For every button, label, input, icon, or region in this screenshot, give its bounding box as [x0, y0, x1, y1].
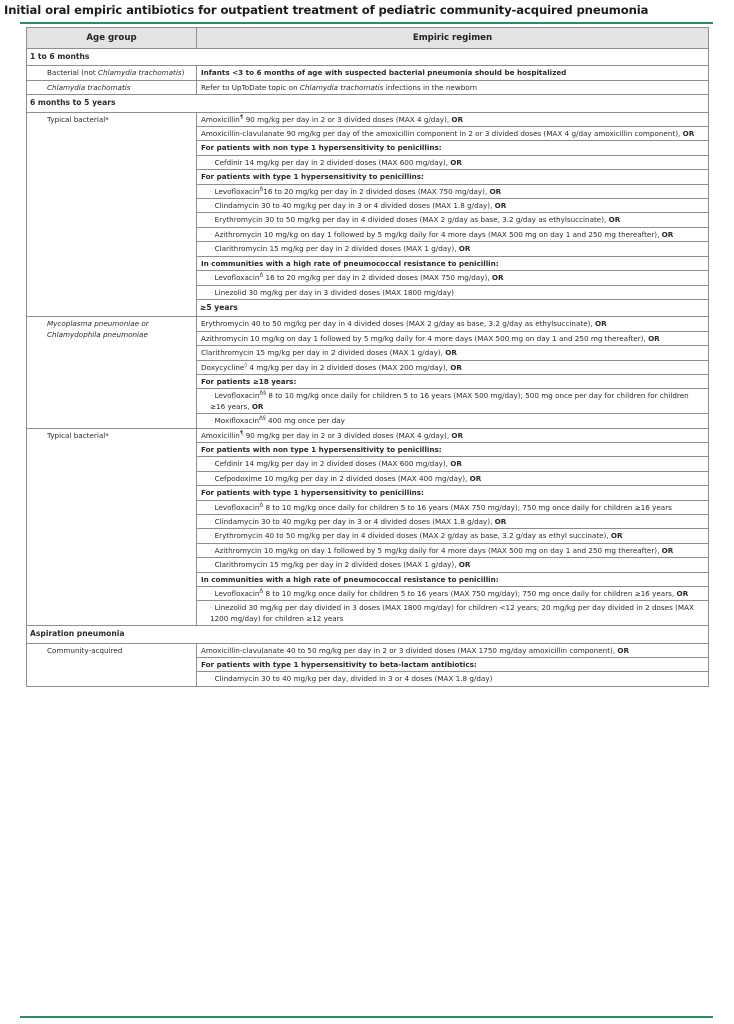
regimen-cell: · Levofloxacin$^\Delta$ 16 to 20 mg/kg per day in 2 divided doses (MAX 750 mg/day), OR	[197, 271, 709, 285]
regimen-cell: · Clindamycin 30 to 40 mg/kg per day in 3 or 4 divided doses (MAX 1.8 g/day), OR	[197, 199, 709, 213]
subheading-cell: For patients ≥18 years:	[197, 374, 709, 388]
age-cell: Typical bacterial*	[27, 428, 197, 626]
regimen-cell: Infants <3 to 6 months of age with suspected bacterial pneumonia should be hospitalized	[197, 66, 709, 80]
regimen-cell: · Cefpodoxime 10 mg/kg per day in 2 divided doses (MAX 400 mg/day), OR	[197, 471, 709, 485]
table-row	[27, 66, 709, 80]
group-6-months-to-5-years: 6 months to 5 years	[27, 95, 709, 112]
regimen-cell: · Azithromycin 10 mg/kg on day 1 followed by 5 mg/kg daily for 4 more days (MAX 500 mg on day 1 and 250 mg thereafter), OR	[197, 543, 709, 557]
group-row	[27, 95, 709, 112]
regimen-cell: Azithromycin 10 mg/kg on day 1 followed by 5 mg/kg daily for 4 more days (MAX 500 mg on day 1 and 250 mg thereafter), OR	[197, 331, 709, 345]
regimen-cell: Clarithromycin 15 mg/kg per day in 2 divided doses (MAX 1 g/day), OR	[197, 346, 709, 360]
regimen-cell: · Linezolid 30 mg/kg per day divided in 3 doses (MAX 1800 mg/day) for children <12 years; 20 mg/kg per day divided in 2 doses (MAX 1200 mg/day) for children ≥12 years	[197, 601, 709, 626]
regimen-header: Empiric regimen	[197, 28, 709, 49]
antibiotics-table	[26, 27, 709, 687]
regimen-cell: · Clarithromycin 15 mg/kg per day in 2 divided doses (MAX 1 g/day), OR	[197, 242, 709, 256]
regimen-cell: Doxycycline◊ 4 mg/kg per day in 2 divided doses (MAX 200 mg/day), OR	[197, 360, 709, 374]
subheading-cell: For patients with non type 1 hypersensitivity to penicillins:	[197, 442, 709, 456]
age-cell: Community-acquired	[27, 643, 197, 686]
bottom-rule	[20, 1016, 713, 1018]
regimen-cell: · Levofloxacin$^\Delta$ 8 to 10 mg/kg once daily for children 5 to 16 years (MAX 750 mg/day); 750 mg once daily for children ≥16 years, OR	[197, 587, 709, 601]
regimen-cell: Refer to UpToDate topic on Chlamydia trachomatis infections in the newborn	[197, 80, 709, 94]
age-cell: Bacterial (not Chlamydia trachomatis)	[27, 66, 197, 80]
regimen-cell: · Erythromycin 40 to 50 mg/kg per day in 4 divided doses (MAX 2 g/day as base, 3.2 g/day as ethyl succinate), OR	[197, 529, 709, 543]
subheading-cell: In communities with a high rate of pneumococcal resistance to penicillin:	[197, 256, 709, 270]
regimen-cell: Amoxicillin¶ 90 mg/kg per day in 2 or 3 divided doses (MAX 4 g/day), OR	[197, 112, 709, 126]
table-row	[27, 112, 709, 126]
regimen-cell: · Levofloxacin$^\Delta$16 to 20 mg/kg per day in 2 divided doses (MAX 750 mg/day), OR	[197, 184, 709, 198]
subheading-cell: For patients with type 1 hypersensitivity to penicillins:	[197, 486, 709, 500]
regimen-cell: · Clindamycin 30 to 40 mg/kg per day, divided in 3 or 4 doses (MAX 1.8 g/day)	[197, 672, 709, 686]
group-1-to-6-months: 1 to 6 months	[27, 49, 709, 66]
regimen-cell: · Clarithromycin 15 mg/kg per day in 2 divided doses (MAX 1 g/day), OR	[197, 558, 709, 572]
age-cell: Mycoplasma pneumoniae or Chlamydophila pneumoniae	[27, 317, 197, 428]
regimen-cell: · Erythromycin 30 to 50 mg/kg per day in 4 divided doses (MAX 2 g/day as base, 3.2 g/day as ethylsuccinate), OR	[197, 213, 709, 227]
page-title: Initial oral empiric antibiotics for outpatient treatment of pediatric community-acquired pneumonia	[4, 3, 649, 17]
age-cell: Typical bacterial*	[27, 112, 197, 317]
regimen-cell: · Levofloxacin$^\Delta$ 8 to 10 mg/kg once daily for children 5 to 16 years (MAX 750 mg/day); 750 mg once daily for children ≥16 years	[197, 500, 709, 514]
subheading-cell: For patients with non type 1 hypersensitivity to penicillins:	[197, 141, 709, 155]
table-row	[27, 80, 709, 94]
regimen-cell: Amoxicillin¶ 90 mg/kg per day in 2 or 3 divided doses (MAX 4 g/day), OR	[197, 428, 709, 442]
subheading-cell: In communities with a high rate of pneumococcal resistance to penicillin:	[197, 572, 709, 586]
regimen-cell: · Azithromycin 10 mg/kg on day 1 followed by 5 mg/kg daily for 4 more days (MAX 500 mg on day 1 and 250 mg thereafter), OR	[197, 227, 709, 241]
group-row	[27, 49, 709, 66]
regimen-cell: · Linezolid 30 mg/kg per day in 3 divided doses (MAX 1800 mg/day)	[197, 285, 709, 299]
group-aspiration-pneumonia: Aspiration pneumonia	[27, 626, 709, 643]
regimen-cell: · Clindamycin 30 to 40 mg/kg per day in 3 or 4 divided doses (MAX 1.8 g/day), OR	[197, 515, 709, 529]
header-row	[27, 28, 709, 49]
regimen-cell: Amoxicillin-clavulanate 40 to 50 mg/kg per day in 2 or 3 divided doses (MAX 1750 mg/day amoxicillin component), OR	[197, 643, 709, 657]
subheading-cell: For patients with type 1 hypersensitivity to penicillins:	[197, 170, 709, 184]
group-row	[27, 626, 709, 643]
regimen-cell: · Cefdinir 14 mg/kg per day in 2 divided doses (MAX 600 mg/day), OR	[197, 155, 709, 169]
regimen-cell: · Levofloxacin$^{\Delta\S}$ 8 to 10 mg/kg once daily for children 5 to 16 years (MAX 500 mg/day); 500 mg once per day for children for children ≥16 years, OR	[197, 389, 709, 414]
regimen-cell: · Moxifloxacin$^{\Delta\S}$ 400 mg once per day	[197, 414, 709, 428]
regimen-cell: · Cefdinir 14 mg/kg per day in 2 divided doses (MAX 600 mg/day), OR	[197, 457, 709, 471]
subheading-cell: For patients with type 1 hypersensitivity to beta-lactam antibiotics:	[197, 658, 709, 672]
table-row	[27, 643, 709, 657]
age-group-header: Age group	[27, 28, 197, 49]
table-row	[27, 317, 709, 331]
age-cell: Chlamydia trachomatis	[27, 80, 197, 94]
group-5-years-and-older: ≥5 years	[197, 299, 709, 316]
top-rule	[20, 22, 713, 24]
table-row	[27, 428, 709, 442]
regimen-cell: Amoxicillin-clavulanate 90 mg/kg per day of the amoxicillin component in 2 or 3 divided doses (MAX 4 g/day amoxicillin component), OR	[197, 127, 709, 141]
regimen-cell: Erythromycin 40 to 50 mg/kg per day in 4 divided doses (MAX 2 g/day as base, 3.2 g/day as ethylsuccinate), OR	[197, 317, 709, 331]
